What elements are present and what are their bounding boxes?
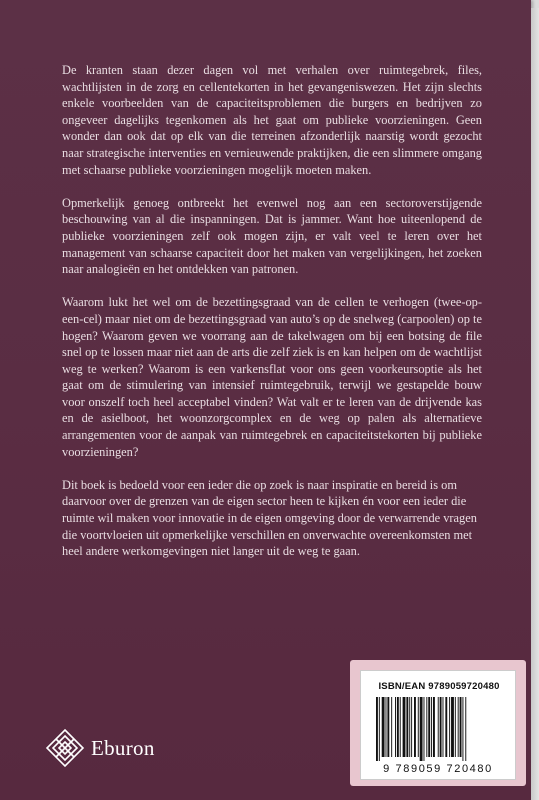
- blurb-paragraph-1: De kranten staan dezer dagen vol met verhalen over ruimtegebrek, files, wachtlijsten in de zorg en cellentekorten in het gevangeniswezen. Het zijn slechts enkele voorbeelden van de capaciteitsproblemen die burgers en bedrijven zo ongeveer dagelijks tegenkomen als het gaat om publieke voorzieningen. Geen wonder dan ook dat op elk van die terreinen afzonderlijk naarstig wordt gezocht naar strategische interventies en vernieuwende praktijken, die een slimmere omgang met schaarse publieke voorzieningen mogelijk moeten maken.: [62, 63, 482, 177]
- blurb: [62, 62, 482, 576]
- barcode-sticker: [350, 660, 526, 786]
- isbn-text: ISBN/EAN 9789059720480: [378, 681, 500, 692]
- publisher-logo: [45, 728, 155, 768]
- blurb-paragraph-2: Opmerkelijk genoeg ontbreekt het evenwel nog aan een sectoroverstijgende beschouwing van al die inspanningen. Dat is jammer. Want hoe uiteenlopend de publieke voorzieningen zelf ook mogen zijn, er valt veel te leren over het management van schaarse capaciteit door het maken van vergelijkingen, het zoeken naar analogieën en het ontdekken van patronen.: [62, 195, 482, 277]
- barcode-digits: 9 789059 720480: [383, 763, 493, 775]
- book-edge: [531, 8, 539, 800]
- barcode-bars: [374, 697, 502, 761]
- barcode-label: [360, 670, 516, 780]
- publisher-name: Eburon: [91, 735, 155, 760]
- blurb-paragraph-3: Waarom lukt het wel om de bezettingsgraad van de cellen te verhogen (twee-op-een-cel) maar niet om de bezettingsgraad van auto’s op de snelweg (carpoolen) op te hogen? Waarom geven we voorrang aan de takelwagen om bij een botsing de file snel op te lossen maar niet aan de arts die zelf ziek is en kan helpen om de wachtlijst weg te werken? Waarom is een varkensflat voor ons geen voorkeursoptie als het gaat om de stimulering van intensief ruimtegebruik, terwijl we gestapelde bouw voor onszelf toch heel acceptabel vinden? Wat valt er te leren van de drijvende kas en de asielboot, het woonzorgcomplex en de weg op palen als alternatieve arrangementen voor de aanpak van ruimtegebrek en capaciteitstekorten bij publieke voorzieningen?: [62, 295, 482, 459]
- diamond-knot-icon: [45, 728, 85, 768]
- blurb-paragraph-4: Dit boek is bedoeld voor een ieder die op zoek is naar inspiratie en bereid is om daarvoor over de grenzen van de eigen sector heen te kijken én voor een ieder die ruimte wil maken voor innovatie in de eigen omgeving door de verwarrende vragen die voortvloeien uit opmerkelijke verschillen en onverwachte overeenkomsten met heel andere werkomgevingen niet langer uit de weg te gaan.: [62, 477, 477, 559]
